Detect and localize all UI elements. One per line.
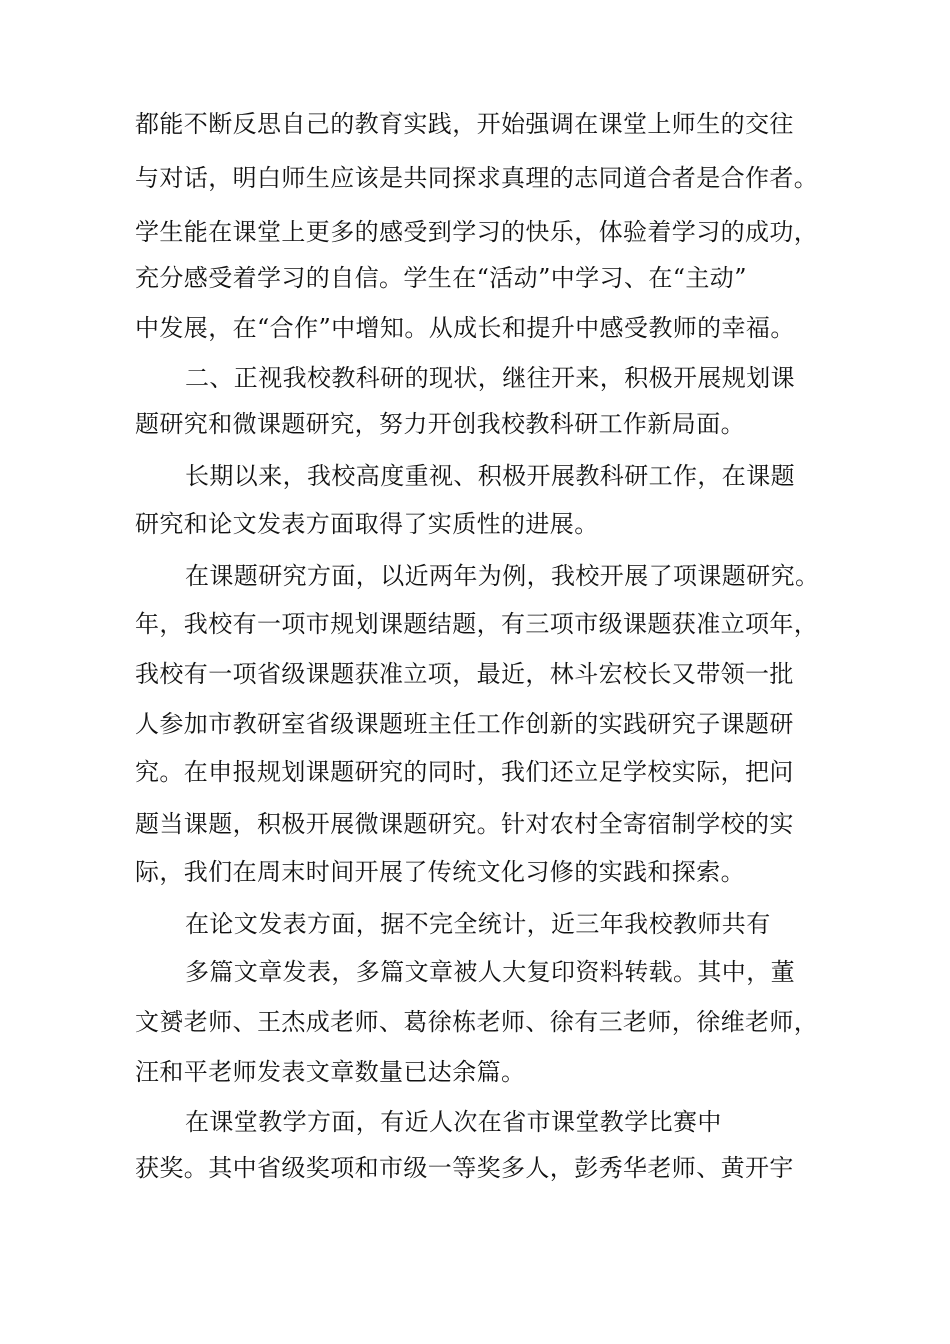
- text-line: 年，我校有一项市规划课题结题，有三项市级课题获准立项年，: [135, 610, 819, 638]
- text-line: 文赟老师、王杰成老师、葛徐栋老师、徐有三老师，徐维老师，: [135, 1008, 819, 1036]
- text-line: 际，我们在周末时间开展了传统文化习修的实践和探索。: [135, 858, 745, 886]
- text-line: 在课堂教学方面，有近人次在省市课堂教学比赛中: [185, 1108, 722, 1136]
- text-line: 在课题研究方面，以近两年为例，我校开展了项课题研究。: [185, 562, 820, 590]
- text-line: 题当课题，积极开展微课题研究。针对农村全寄宿制学校的实: [135, 810, 794, 838]
- text-line: 多篇文章发表，多篇文章被人大复印资料转载。其中，董: [185, 958, 795, 986]
- text-line: 人参加市教研室省级课题班主任工作创新的实践研究子课题研: [135, 710, 794, 738]
- text-line: 汪和平老师发表文章数量已达余篇。: [135, 1058, 526, 1086]
- text-line: 中发展，在“合作”中增知。从成长和提升中感受教师的幸福。: [135, 314, 795, 342]
- text-line: 究。在申报规划课题研究的同时，我们还立足学校实际，把问: [135, 758, 794, 786]
- section-heading: 题研究和微课题研究，努力开创我校教科研工作新局面。: [135, 410, 745, 438]
- text-line: 学生能在课堂上更多的感受到学习的快乐，体验着学习的成功，: [135, 218, 819, 246]
- text-line: 都能不断反思自己的教育实践，开始强调在课堂上师生的交往: [135, 110, 794, 138]
- section-heading: 二、正视我校教科研的现状，继往开来，积极开展规划课: [185, 364, 795, 392]
- text-line: 长期以来，我校高度重视、积极开展教科研工作，在课题: [185, 462, 795, 490]
- text-line: 与对话，明白师生应该是共同探求真理的志同道合者是合作者。: [135, 164, 819, 192]
- text-line: 在论文发表方面，据不完全统计，近三年我校教师共有: [185, 910, 771, 938]
- text-line: 充分感受着学习的自信。学生在“活动”中学习、在“主动”: [135, 264, 747, 292]
- text-line: 获奖。其中省级奖项和市级一等奖多人，彭秀华老师、黄开宇: [135, 1154, 794, 1182]
- text-line: 研究和论文发表方面取得了实质性的进展。: [135, 510, 599, 538]
- text-line: 我校有一项省级课题获准立项，最近，林斗宏校长又带领一批: [135, 660, 794, 688]
